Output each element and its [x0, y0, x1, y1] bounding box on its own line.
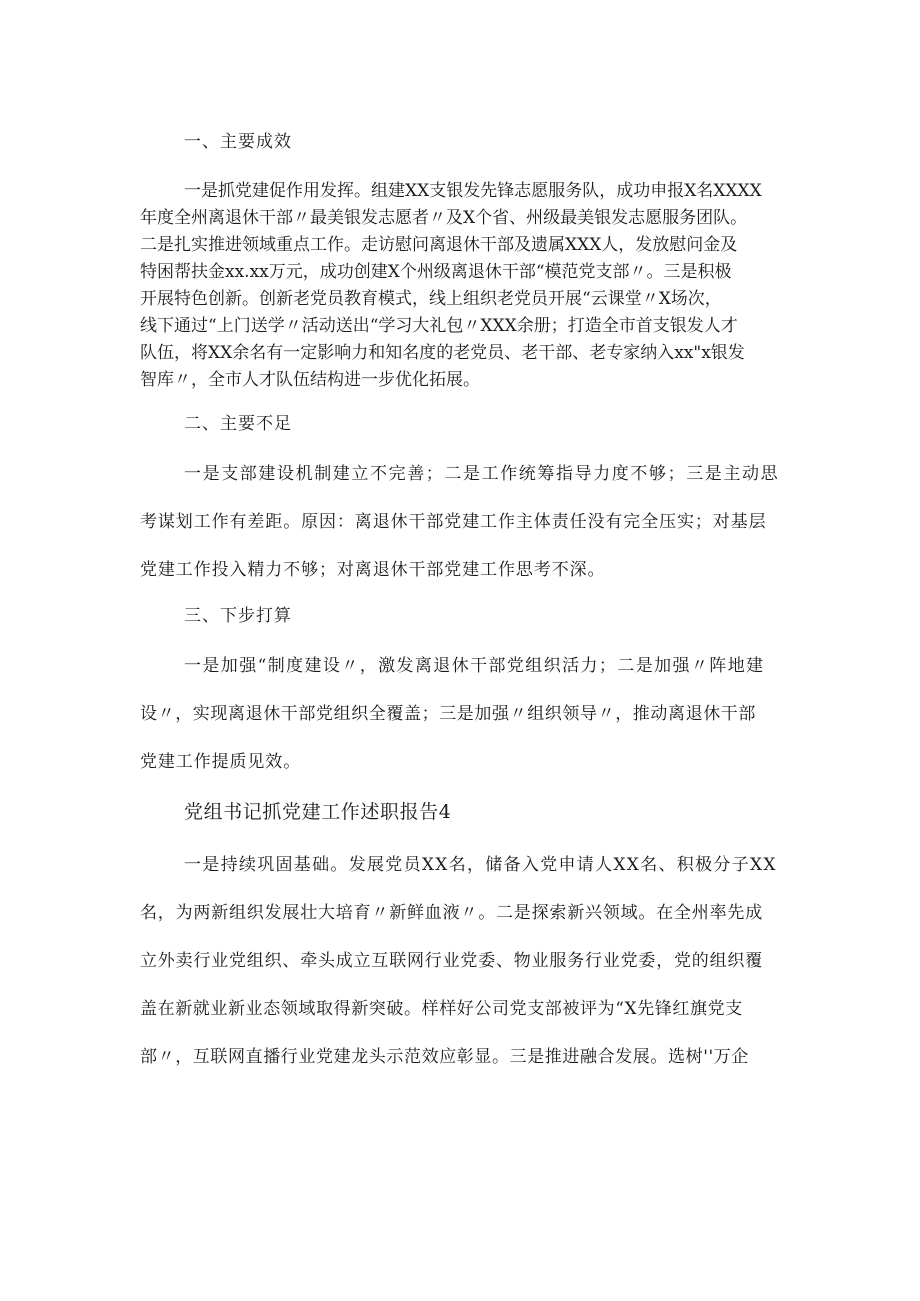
paragraph-line: 部〃，互联网直播行业党建龙头示范效应彰显。三是推进融合发展。选树''万企: [140, 1047, 749, 1067]
paragraph-line: 立外卖行业党组织、牵头成立互联网行业党委、物业服务行业党委，党的组织覆: [140, 951, 763, 971]
section-heading-achievements: 一、主要成效: [184, 132, 292, 152]
paragraph-line: 考谋划工作有差距。原因：离退休干部党建工作主体责任没有完全压实；对基层: [140, 512, 767, 532]
paragraph-line: 设〃，实现离退休干部党组织全覆盖；三是加强〃组织领导〃，推动离退休干部: [140, 704, 756, 724]
paragraph-line: 年度全州离退休干部〃最美银发志愿者〃及X个省、州级最美银发志愿服务团队。: [140, 208, 748, 228]
paragraph-line: 线下通过“上门送学〃活动送出“学习大礼包〃XXX余册；打造全市首支银发人才: [140, 316, 738, 336]
paragraph-line: 名，为两新组织发展壮大培育〃新鲜血液〃。二是探索新兴领域。在全州率先成: [140, 903, 763, 923]
paragraph-line: 一是持续巩固基础。发展党员XX名，储备入党申请人XX名、积极分子XX: [184, 855, 777, 875]
paragraph-line: 队伍，将XX余名有一定影响力和知名度的老党员、老干部、老专家纳入xx"x银发: [140, 343, 745, 363]
paragraph-line: 党建工作提质见效。: [140, 752, 302, 772]
section-heading-next-steps: 三、下步打算: [184, 606, 292, 626]
paragraph-line: 智库〃，全市人才队伍结构进一步优化拓展。: [140, 370, 480, 390]
paragraph-line: 特困帮扶金xx.xx万元，成功创建X个州级离退休干部“模范党支部〃。三是积极: [140, 262, 732, 282]
paragraph-line: 一是加强“制度建设〃，激发离退休干部党组织活力；二是加强〃阵地建: [184, 656, 765, 676]
paragraph-line: 二是扎实推进领域重点工作。走访慰问离退休干部及遗属XXX人，发放慰问金及: [140, 235, 738, 255]
paragraph-line: 党建工作投入精力不够；对离退休干部党建工作思考不深。: [140, 560, 606, 580]
section-heading-shortcomings: 二、主要不足: [184, 414, 292, 434]
paragraph-line: 一是抓党建促作用发挥。组建XX支银发先锋志愿服务队，成功申报X名XXXX: [184, 181, 762, 201]
paragraph-line: 一是支部建设机制建立不完善；二是工作统筹指导力度不够；三是主动思: [184, 464, 780, 484]
paragraph-line: 盖在新就业新业态领域取得新突破。样样好公司党支部被评为“X先锋红旗党支: [140, 999, 743, 1019]
paragraph-line: 开展特色创新。创新老党员教育模式，线上组织老党员开展“云课堂〃X场次，: [140, 289, 722, 309]
report-title: 党组书记抓党建工作述职报告4: [184, 801, 452, 823]
